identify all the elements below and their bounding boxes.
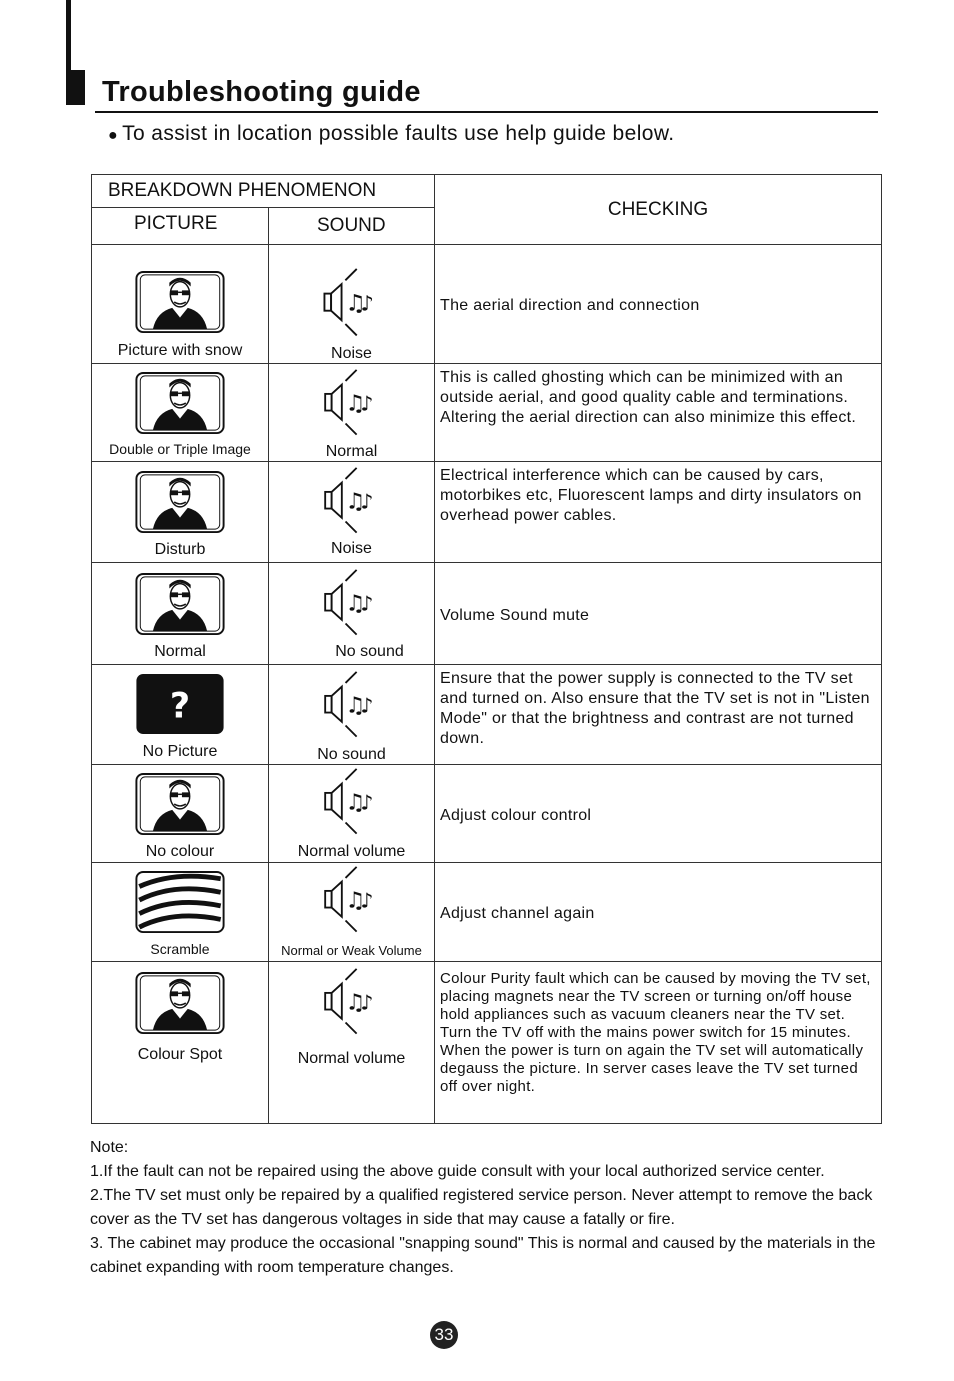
sound-cell — [269, 665, 435, 765]
checking-cell: This is called ghosting which can be minimized with an outside aerial, and good quality cable and terminations. Altering the aerial direction can also minimize this effect. — [435, 364, 882, 462]
sound-cell — [269, 462, 435, 563]
table-row — [92, 245, 882, 364]
speaker-music-icon — [319, 767, 385, 841]
checking-cell: Adjust channel again — [435, 863, 882, 962]
sound-cell — [269, 245, 435, 364]
sound-cell — [269, 765, 435, 863]
speaker-muted-icon — [319, 670, 385, 744]
intro-line — [108, 122, 675, 146]
notes-section — [90, 1136, 895, 1280]
checking-cell: Colour Purity fault which can be caused by moving the TV set, placing magnets near the TV screen or turning on/off house hold appliances such as vacuum cleaners near the TV set. Turn the TV off with the mains power switch for 15 minutes. When the power is turn on again the TV set will automatically degauss the picture. In server cases leave the TV set turned off over night. — [435, 962, 882, 1124]
checking-cell: Electrical interference which can be caused by cars, motorbikes etc, Fluorescent lamps and dirty insulators on overhead power cables. — [435, 462, 882, 563]
speaker-music-icon — [319, 267, 385, 343]
picture-cell — [92, 245, 269, 364]
speaker-muted-icon — [319, 568, 385, 642]
tv-question-icon — [135, 673, 225, 735]
svg-text:?: ? — [169, 686, 191, 727]
picture-cell — [92, 665, 269, 765]
table-row — [92, 563, 882, 665]
bullet-icon: ● — [108, 127, 119, 144]
sound-label: Normal — [325, 443, 378, 460]
page-title: Troubleshooting guide — [102, 76, 421, 108]
picture-cell — [92, 962, 269, 1124]
intro-text: To assist in location possible faults use help guide below. — [122, 122, 675, 145]
table-row — [92, 962, 882, 1124]
sound-label: No sound — [317, 746, 386, 763]
speaker-music-icon — [319, 865, 385, 939]
checking-header: CHECKING — [435, 175, 882, 245]
picture-label: Normal — [154, 643, 206, 660]
picture-label: No colour — [145, 843, 215, 860]
picture-cell — [92, 863, 269, 962]
checking-cell: Volume Sound mute — [435, 563, 882, 665]
sound-cell — [269, 863, 435, 962]
side-bar-block — [66, 70, 85, 105]
picture-cell — [92, 462, 269, 563]
checking-cell: The aerial direction and connection — [435, 245, 882, 364]
sound-label: Normal volume — [297, 843, 406, 860]
picture-label: Picture with snow — [117, 342, 243, 359]
tv-person-icon — [135, 471, 225, 533]
sound-cell — [269, 364, 435, 462]
tv-person-icon — [135, 372, 225, 434]
picture-label: Disturb — [154, 541, 206, 558]
tv-person-icon — [135, 773, 225, 835]
checking-cell: Ensure that the power supply is connected to the TV set and turned on. Also ensure that the TV set is not in "Listen Mode" or that the brightness and contrast are not turned down. — [435, 665, 882, 765]
speaker-music-icon — [319, 368, 385, 442]
note-item: 1.If the fault can not be repaired using the above guide consult with your local authorized service center. — [90, 1163, 825, 1180]
speaker-music-icon — [319, 466, 385, 540]
picture-cell — [92, 563, 269, 665]
table-row — [92, 765, 882, 863]
tv-person-icon — [135, 972, 225, 1034]
notes-heading: Note: — [90, 1139, 129, 1156]
table-row — [92, 462, 882, 563]
page-number: 33 — [430, 1321, 458, 1349]
note-item: 3. The cabinet may produce the occasional "snapping sound" This is normal and caused by the materials in the cabinet expanding with room temperature changes. — [90, 1235, 876, 1276]
sound-label: No sound — [335, 643, 404, 660]
table-row — [92, 863, 882, 962]
picture-label: No Picture — [142, 743, 218, 760]
speaker-music-icon — [319, 967, 385, 1041]
checking-cell: Adjust colour control — [435, 765, 882, 863]
note-item: 2.The TV set must only be repaired by a qualified registered service person. Never attempt to remove the back cover as the TV set has dangerous voltages in side that may cause a fatally or fire. — [90, 1187, 873, 1228]
tv-person-icon — [135, 573, 225, 635]
picture-label: Double or Triple Image — [109, 441, 251, 457]
picture-cell — [92, 364, 269, 462]
sound-label: Noise — [331, 345, 372, 362]
sound-header: SOUND — [269, 208, 435, 245]
troubleshooting-table — [91, 174, 882, 1124]
tv-scramble-icon — [135, 871, 225, 933]
title-rule — [95, 111, 878, 113]
sound-cell — [269, 962, 435, 1124]
tv-person-icon — [135, 271, 225, 333]
table-row — [92, 665, 882, 765]
breakdown-header: BREAKDOWN PHENOMENON — [92, 175, 435, 208]
table-row — [92, 364, 882, 462]
sound-label: Normal volume — [297, 1050, 406, 1067]
picture-cell — [92, 765, 269, 863]
picture-label: Colour Spot — [137, 1046, 223, 1063]
sound-cell — [269, 563, 435, 665]
picture-header: PICTURE — [92, 208, 269, 245]
sound-label: Noise — [331, 540, 372, 557]
picture-label: Scramble — [150, 941, 210, 957]
sound-label: Normal or Weak Volume — [281, 943, 422, 958]
